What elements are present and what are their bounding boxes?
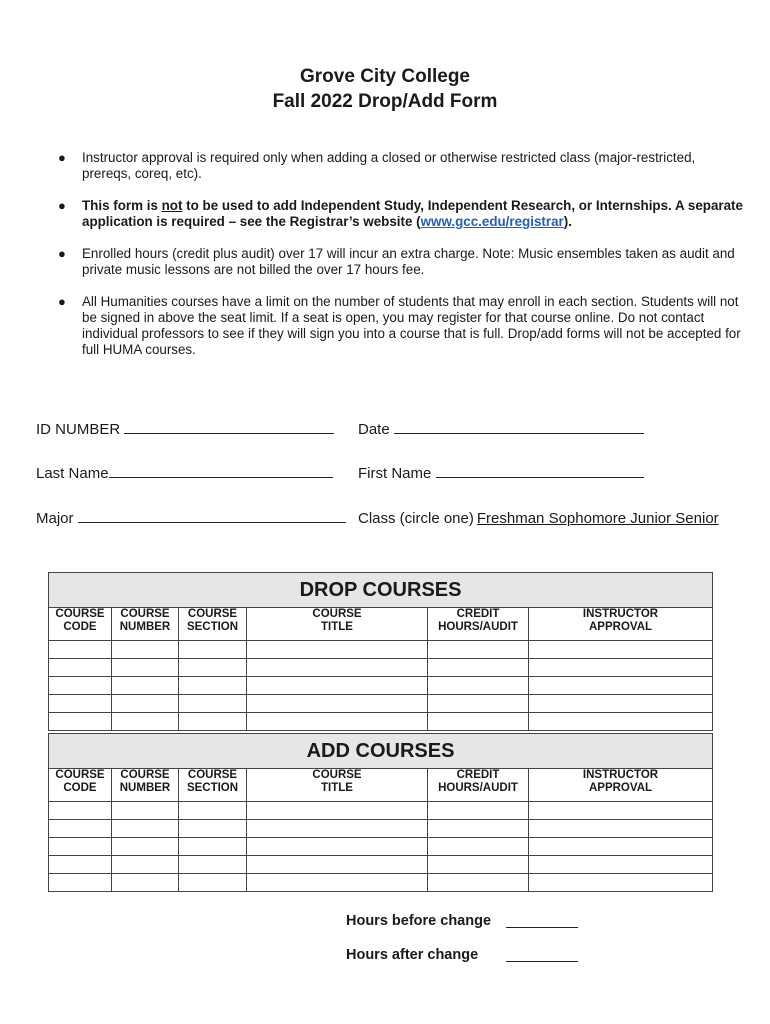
registrar-link[interactable]: www.gcc.edu/registrar: [420, 214, 564, 229]
form-institution-title: Grove City College: [300, 66, 470, 87]
date-field[interactable]: Date: [358, 421, 644, 438]
column-header-course-section: COURSE SECTION: [179, 608, 247, 641]
table-row[interactable]: [49, 874, 713, 892]
instruction-item: ● This form is not to be used to add Independent Study, Independent Research, or Internships. A separate application is required – see the Registrar’s website (www.gcc.edu/registrar).: [58, 198, 743, 229]
table-row[interactable]: [49, 802, 713, 820]
table-row[interactable]: [49, 695, 713, 713]
instruction-item: ● Enrolled hours (credit plus audit) over 17 will incur an extra charge. Note: Music ensembles taken as audit and private music lessons are not billed the over 17 hours fee.: [58, 246, 735, 277]
bullet-icon: ●: [58, 150, 66, 165]
table-row[interactable]: [49, 820, 713, 838]
instruction-item: ● All Humanities courses have a limit on the number of students that may enroll in each section. Students will not be signed in above the seat limit. If a seat is open, you may register for that course online. Do not contact individual professors to see if they will sign you into a course that is full. Drop/add forms will not be accepted for full HUMA courses.: [58, 294, 741, 357]
instruction-item: ● Instructor approval is required only when adding a closed or otherwise restricted class (major-restricted, prereqs, coreq, etc).: [58, 150, 696, 181]
hours-before-change-field[interactable]: Hours before change: [346, 913, 491, 929]
table-row[interactable]: [49, 856, 713, 874]
bullet-icon: ●: [58, 198, 66, 213]
table-row[interactable]: [49, 659, 713, 677]
id-number-field[interactable]: ID NUMBER: [36, 421, 334, 438]
drop-courses-table: [48, 572, 713, 731]
table-row[interactable]: [49, 838, 713, 856]
column-header-course-section: COURSE SECTION: [179, 769, 247, 802]
hours-before-line[interactable]: [506, 927, 578, 928]
drop-courses-heading: DROP COURSES: [49, 573, 713, 608]
hours-after-line[interactable]: [506, 961, 578, 962]
table-row[interactable]: [49, 641, 713, 659]
first-name-field[interactable]: First Name: [358, 465, 644, 482]
table-header-row: [49, 608, 713, 641]
column-header-instructor-approval: INSTRUCTOR APPROVAL: [529, 769, 713, 802]
form-title: Fall 2022 Drop/Add Form: [272, 91, 498, 112]
last-name-field[interactable]: Last Name: [36, 465, 333, 482]
table-row[interactable]: [49, 713, 713, 731]
class-field[interactable]: Class (circle one) Freshman Sophomore Junior Senior: [358, 510, 719, 527]
column-header-course-title: COURSE TITLE: [247, 769, 428, 802]
add-courses-heading: ADD COURSES: [49, 734, 713, 769]
table-row[interactable]: [49, 677, 713, 695]
class-options[interactable]: Freshman Sophomore Junior Senior: [476, 510, 719, 527]
column-header-course-number: COURSE NUMBER: [112, 608, 179, 641]
hours-after-change-field[interactable]: Hours after change: [346, 947, 478, 963]
column-header-course-code: COURSE CODE: [49, 608, 112, 641]
column-header-credit-hours: CREDIT HOURS/AUDIT: [428, 769, 529, 802]
bullet-icon: ●: [58, 294, 66, 309]
instructions-list: [56, 150, 746, 374]
column-header-credit-hours: CREDIT HOURS/AUDIT: [428, 608, 529, 641]
bullet-icon: ●: [58, 246, 66, 261]
column-header-course-code: COURSE CODE: [49, 769, 112, 802]
column-header-instructor-approval: INSTRUCTOR APPROVAL: [529, 608, 713, 641]
major-field[interactable]: Major: [36, 510, 346, 527]
column-header-course-number: COURSE NUMBER: [112, 769, 179, 802]
add-courses-table: [48, 733, 713, 892]
column-header-course-title: COURSE TITLE: [247, 608, 428, 641]
table-header-row: [49, 769, 713, 802]
